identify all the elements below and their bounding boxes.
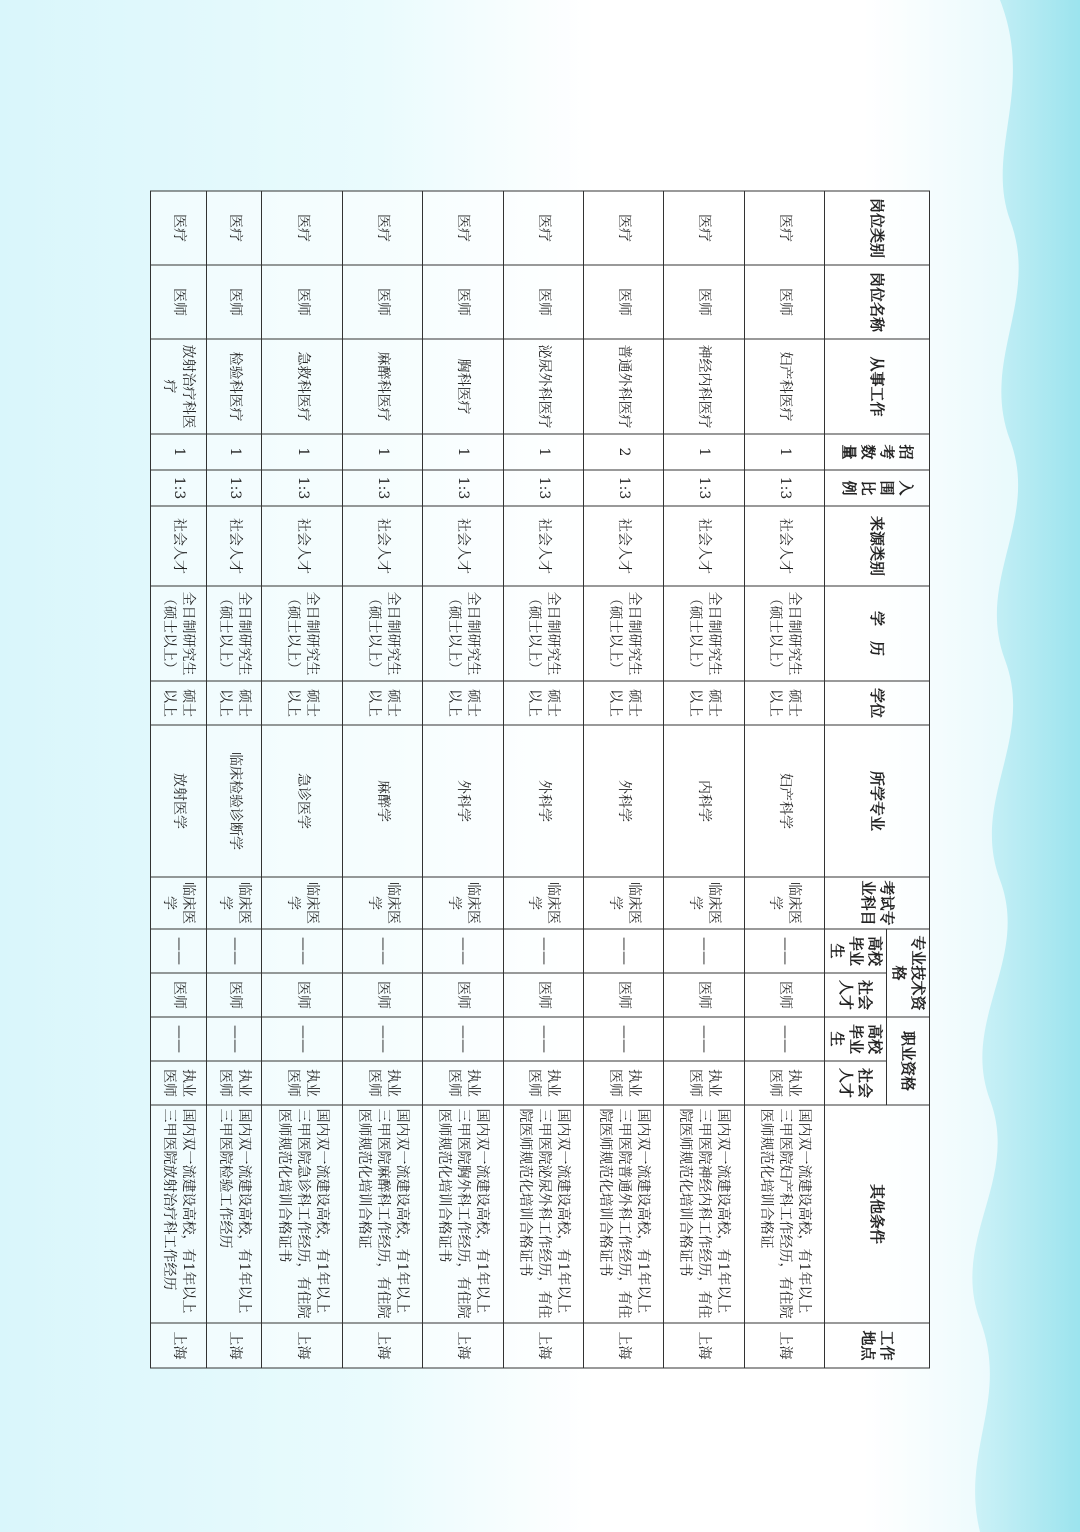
cell-degree: 硕士以上	[664, 681, 744, 725]
table-row	[664, 191, 744, 1368]
cell-major: 急诊医学	[262, 725, 342, 877]
cell-education: 全日制研究生（硕士以上）	[423, 586, 503, 681]
cell-prof-grad: ——	[503, 1017, 583, 1061]
cell-other: 国内双一流建设高校，有1年以上三甲医院放射治疗科工作经历	[151, 1105, 207, 1323]
cell-position: 医师	[664, 265, 744, 339]
cell-education: 全日制研究生（硕士以上）	[206, 586, 262, 681]
cell-tech-social: 医师	[262, 973, 342, 1017]
cell-prof-social: 执业医师	[503, 1061, 583, 1105]
cell-education: 全日制研究生（硕士以上）	[664, 586, 744, 681]
cell-ratio: 1:3	[423, 470, 503, 506]
cell-tech-social: 医师	[423, 973, 503, 1017]
cell-ratio: 1:3	[151, 470, 207, 506]
header-work: 从事工作	[825, 339, 930, 434]
cell-exam: 临床医学	[262, 877, 342, 929]
cell-education: 全日制研究生（硕士以上）	[583, 586, 663, 681]
cell-exam: 临床医学	[744, 877, 824, 929]
cell-quota: 1	[151, 434, 207, 470]
cell-category: 医疗	[744, 191, 824, 265]
cell-other: 国内双一流建设高校，有1年以上三甲医院胸外科工作经历，有住院医师规范化培训合格证书	[423, 1105, 503, 1323]
cell-exam: 临床医学	[342, 877, 422, 929]
cell-degree: 硕士以上	[262, 681, 342, 725]
header-prof-group: 职业资格	[887, 1017, 930, 1105]
cell-source: 社会人才	[503, 506, 583, 586]
cell-other: 国内双一流建设高校，有1年以上三甲医院泌尿外科工作经历，有住院医师规范化培训合格证书	[503, 1105, 583, 1323]
cell-source: 社会人才	[342, 506, 422, 586]
decorative-wave-right	[940, 0, 1080, 1532]
cell-work: 妇产科医疗	[744, 339, 824, 434]
cell-tech-grad: ——	[744, 929, 824, 973]
cell-other: 国内双一流建设高校，有1年以上三甲医院急诊科工作经历，有住院医师规范化培训合格证书	[262, 1105, 342, 1323]
cell-tech-social: 医师	[503, 973, 583, 1017]
cell-source: 社会人才	[262, 506, 342, 586]
cell-tech-social: 医师	[744, 973, 824, 1017]
cell-tech-social: 医师	[342, 973, 422, 1017]
cell-location: 上海	[342, 1323, 422, 1368]
cell-prof-social: 执业医师	[342, 1061, 422, 1105]
cell-category: 医疗	[503, 191, 583, 265]
cell-quota: 1	[503, 434, 583, 470]
cell-degree: 硕士以上	[151, 681, 207, 725]
cell-other: 国内双一流建设高校，有1年以上三甲医院妇产科工作经历，有住院医师规范化培训合格证	[744, 1105, 824, 1323]
cell-tech-social: 医师	[664, 973, 744, 1017]
header-category: 岗位类别	[825, 191, 930, 265]
cell-major: 外科学	[503, 725, 583, 877]
table-row	[151, 191, 207, 1368]
cell-ratio: 1:3	[342, 470, 422, 506]
table-row	[503, 191, 583, 1368]
header-tech-social: 社会人才	[825, 973, 887, 1017]
cell-tech-grad: ——	[583, 929, 663, 973]
header-prof-grad: 高校毕业生	[825, 1017, 887, 1061]
cell-prof-social: 执业医师	[151, 1061, 207, 1105]
cell-position: 医师	[423, 265, 503, 339]
cell-position: 医师	[583, 265, 663, 339]
cell-degree: 硕士以上	[206, 681, 262, 725]
table-body	[151, 191, 825, 1368]
cell-degree: 硕士以上	[423, 681, 503, 725]
cell-other: 国内双一流建设高校，有1年以上三甲医院检验工作经历	[206, 1105, 262, 1323]
cell-ratio: 1:3	[262, 470, 342, 506]
cell-prof-social: 执业医师	[744, 1061, 824, 1105]
cell-other: 国内双一流建设高校，有1年以上三甲医院普通外科工作经历，有住院医师规范化培训合格证书	[583, 1105, 663, 1323]
cell-quota: 1	[423, 434, 503, 470]
cell-exam: 临床医学	[664, 877, 744, 929]
cell-degree: 硕士以上	[342, 681, 422, 725]
cell-category: 医疗	[583, 191, 663, 265]
cell-work: 胸科医疗	[423, 339, 503, 434]
cell-position: 医师	[262, 265, 342, 339]
cell-major: 临床检验诊断学	[206, 725, 262, 877]
header-prof-social: 社会人才	[825, 1061, 887, 1105]
header-ratio: 入围比例	[825, 470, 930, 506]
cell-ratio: 1:3	[744, 470, 824, 506]
cell-exam: 临床医学	[503, 877, 583, 929]
cell-location: 上海	[262, 1323, 342, 1368]
cell-source: 社会人才	[206, 506, 262, 586]
header-source: 来源类别	[825, 506, 930, 586]
cell-tech-grad: ——	[423, 929, 503, 973]
cell-category: 医疗	[206, 191, 262, 265]
cell-education: 全日制研究生（硕士以上）	[151, 586, 207, 681]
header-major: 所学专业	[825, 725, 930, 877]
cell-major: 外科学	[423, 725, 503, 877]
table-row	[744, 191, 824, 1368]
cell-tech-grad: ——	[342, 929, 422, 973]
cell-work: 麻醉科医疗	[342, 339, 422, 434]
cell-quota: 2	[583, 434, 663, 470]
header-row-1	[887, 191, 930, 1368]
cell-location: 上海	[503, 1323, 583, 1368]
cell-quota: 1	[262, 434, 342, 470]
cell-tech-grad: ——	[664, 929, 744, 973]
cell-source: 社会人才	[423, 506, 503, 586]
recruitment-table-rotated	[150, 191, 930, 1361]
cell-tech-grad: ——	[503, 929, 583, 973]
cell-major: 内科学	[664, 725, 744, 877]
cell-prof-grad: ——	[744, 1017, 824, 1061]
cell-education: 全日制研究生（硕士以上）	[262, 586, 342, 681]
header-quota: 招考数量	[825, 434, 930, 470]
cell-tech-grad: ——	[151, 929, 207, 973]
cell-exam: 临床医学	[423, 877, 503, 929]
cell-work: 检验科医疗	[206, 339, 262, 434]
cell-position: 医师	[744, 265, 824, 339]
cell-category: 医疗	[151, 191, 207, 265]
header-exam: 考试专业科目	[825, 877, 930, 929]
cell-prof-social: 执业医师	[423, 1061, 503, 1105]
cell-work: 普通外科医疗	[583, 339, 663, 434]
cell-location: 上海	[206, 1323, 262, 1368]
cell-prof-grad: ——	[342, 1017, 422, 1061]
header-degree: 学位	[825, 681, 930, 725]
cell-other: 国内双一流建设高校，有1年以上三甲医院神经内科工作经历，有住院医师规范化培训合格证书	[664, 1105, 744, 1323]
cell-education: 全日制研究生（硕士以上）	[744, 586, 824, 681]
cell-location: 上海	[423, 1323, 503, 1368]
cell-category: 医疗	[342, 191, 422, 265]
header-position: 岗位名称	[825, 265, 930, 339]
header-tech-group: 专业技术资格	[887, 929, 930, 1017]
cell-prof-social: 执业医师	[262, 1061, 342, 1105]
cell-ratio: 1:3	[664, 470, 744, 506]
cell-prof-social: 执业医师	[583, 1061, 663, 1105]
cell-prof-grad: ——	[423, 1017, 503, 1061]
header-other: 其他条件	[825, 1105, 930, 1323]
cell-tech-social: 医师	[151, 973, 207, 1017]
cell-source: 社会人才	[744, 506, 824, 586]
cell-education: 全日制研究生（硕士以上）	[503, 586, 583, 681]
cell-category: 医疗	[664, 191, 744, 265]
cell-tech-grad: ——	[206, 929, 262, 973]
cell-education: 全日制研究生（硕士以上）	[342, 586, 422, 681]
table-row	[583, 191, 663, 1368]
cell-work: 急救科医疗	[262, 339, 342, 434]
cell-quota: 1	[342, 434, 422, 470]
cell-prof-social: 执业医师	[664, 1061, 744, 1105]
cell-ratio: 1:3	[503, 470, 583, 506]
cell-degree: 硕士以上	[503, 681, 583, 725]
cell-tech-grad: ——	[262, 929, 342, 973]
cell-exam: 临床医学	[206, 877, 262, 929]
cell-prof-grad: ——	[206, 1017, 262, 1061]
cell-source: 社会人才	[664, 506, 744, 586]
cell-category: 医疗	[423, 191, 503, 265]
cell-work: 泌尿外科医疗	[503, 339, 583, 434]
table-row	[206, 191, 262, 1368]
cell-position: 医师	[342, 265, 422, 339]
cell-ratio: 1:3	[206, 470, 262, 506]
cell-source: 社会人才	[583, 506, 663, 586]
cell-other: 国内双一流建设高校，有1年以上三甲医院麻醉科工作经历，有住院医师规范化培训合格证	[342, 1105, 422, 1323]
cell-major: 放射医学	[151, 725, 207, 877]
table-row	[423, 191, 503, 1368]
cell-ratio: 1:3	[583, 470, 663, 506]
cell-prof-social: 执业医师	[206, 1061, 262, 1105]
cell-prof-grad: ——	[151, 1017, 207, 1061]
header-tech-grad: 高校毕业生	[825, 929, 887, 973]
cell-work: 神经内科医疗	[664, 339, 744, 434]
cell-location: 上海	[664, 1323, 744, 1368]
cell-exam: 临床医学	[583, 877, 663, 929]
cell-work: 放射治疗科医疗	[151, 339, 207, 434]
table-row	[262, 191, 342, 1368]
header-education: 学 历	[825, 586, 930, 681]
cell-exam: 临床医学	[151, 877, 207, 929]
header-location: 工作地点	[825, 1323, 930, 1368]
cell-prof-grad: ——	[262, 1017, 342, 1061]
cell-major: 外科学	[583, 725, 663, 877]
cell-major: 麻醉学	[342, 725, 422, 877]
cell-degree: 硕士以上	[744, 681, 824, 725]
cell-position: 医师	[151, 265, 207, 339]
recruitment-table	[150, 191, 930, 1369]
table-row	[342, 191, 422, 1368]
cell-degree: 硕士以上	[583, 681, 663, 725]
cell-tech-social: 医师	[206, 973, 262, 1017]
cell-prof-grad: ——	[664, 1017, 744, 1061]
cell-location: 上海	[151, 1323, 207, 1368]
cell-prof-grad: ——	[583, 1017, 663, 1061]
cell-location: 上海	[583, 1323, 663, 1368]
cell-major: 妇产科学	[744, 725, 824, 877]
cell-source: 社会人才	[151, 506, 207, 586]
cell-quota: 1	[664, 434, 744, 470]
cell-location: 上海	[744, 1323, 824, 1368]
cell-position: 医师	[503, 265, 583, 339]
cell-quota: 1	[206, 434, 262, 470]
cell-tech-social: 医师	[583, 973, 663, 1017]
cell-position: 医师	[206, 265, 262, 339]
cell-category: 医疗	[262, 191, 342, 265]
cell-quota: 1	[744, 434, 824, 470]
